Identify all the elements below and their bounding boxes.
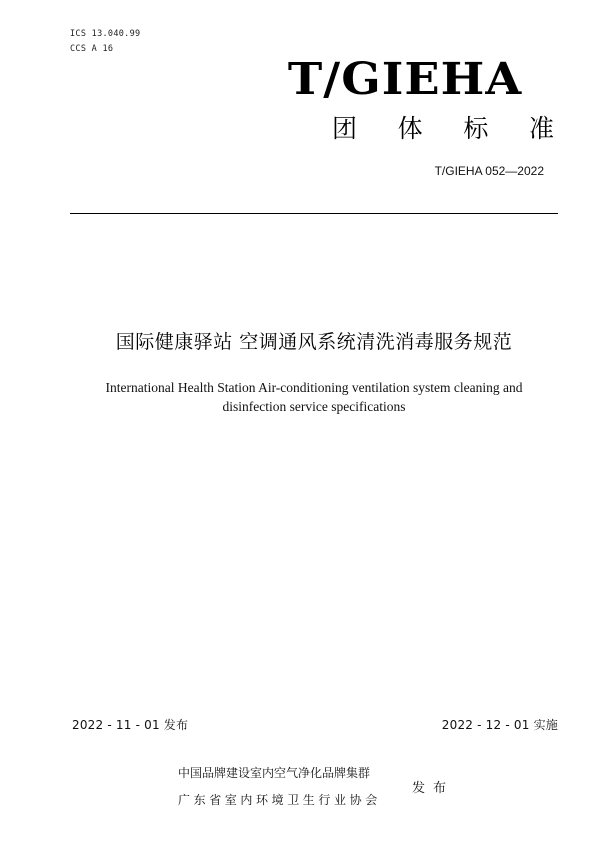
standard-brand-logo: T/GIEHA [287,54,522,105]
issuer-organization: 中国品牌建设室内空气净化品牌集群 [178,766,371,780]
standard-type-char: 团 [332,114,358,143]
standard-type-char: 标 [463,114,489,143]
standard-number: T/GIEHA 052—2022 [434,164,544,178]
english-title-line: International Health Station Air-conditioning ventilation system cleaning and [105,380,523,395]
standard-type-char: 体 [397,114,423,143]
english-title-line: disinfection service specifications [222,399,406,414]
standard-type-label [332,116,554,141]
issuer-organization: 广东省室内环境卫生行业协会 [178,793,381,807]
header-divider [70,213,558,214]
implementation-date: 2022 - 12 - 01 实施 [441,718,558,732]
ics-code: ICS 13.040.99 [70,29,141,39]
ccs-code: CCS A 16 [70,44,114,54]
standard-type-char: 准 [528,114,554,143]
document-title-english [70,378,558,416]
issue-label: 发布 [412,781,455,796]
publish-date: 2022 - 11 - 01 发布 [72,718,189,732]
document-title-chinese: 国际健康驿站 空调通风系统清洗消毒服务规范 [115,331,513,353]
